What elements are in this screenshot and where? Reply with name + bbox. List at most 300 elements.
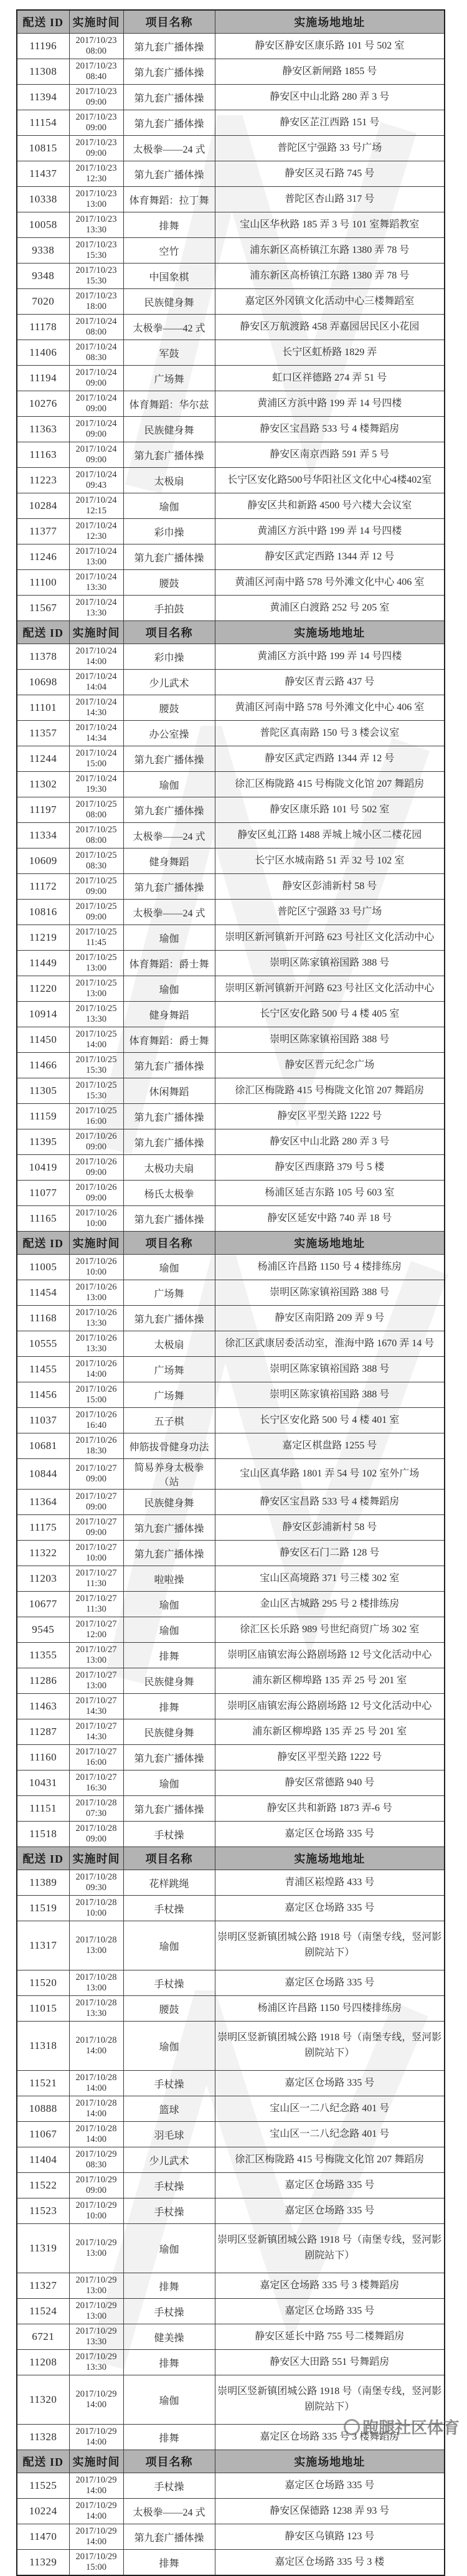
- venue-address-cell: 崇明区陈家镇裕国路 388 号: [215, 951, 445, 976]
- delivery-id-cell: 11194: [17, 366, 69, 391]
- time-cell: [69, 570, 123, 596]
- brand-watermark-text: 跑腿社区体育: [362, 2418, 460, 2437]
- delivery-id-cell: 11363: [17, 417, 69, 442]
- delivery-id-cell: 10058: [17, 212, 69, 238]
- time-cell: [69, 1053, 123, 1078]
- venue-address-cell: 静安区武定西路 1344 弄 12 号: [215, 544, 445, 570]
- time-text: 13:00: [85, 2311, 107, 2321]
- delivery-id-cell: 7020: [17, 289, 69, 315]
- table-row: [17, 1129, 445, 1155]
- venue-address-cell: 静安区大田路 551 号舞蹈房: [215, 2350, 445, 2375]
- time-text: 10:00: [85, 1267, 107, 1277]
- time-text: 13:00: [85, 557, 107, 567]
- project-name-cell: 瑜伽: [123, 976, 215, 1002]
- date-text: 2017/10/24: [75, 316, 117, 326]
- date-text: 2017/10/24: [75, 671, 117, 682]
- project-name-cell: 排舞: [123, 1694, 215, 1719]
- time-text: 08:00: [85, 835, 107, 845]
- time-text: 14:00: [85, 2109, 107, 2119]
- delivery-id-cell: 11163: [17, 442, 69, 468]
- date-text: 2017/10/23: [75, 239, 117, 250]
- date-text: 2017/10/24: [75, 341, 117, 352]
- time-text: 13:30: [85, 1344, 107, 1354]
- project-name-cell: 手杖操: [123, 1822, 215, 1847]
- table-row: [17, 1459, 445, 1490]
- time-cell: [69, 1078, 123, 1104]
- delivery-id-cell: 11437: [17, 161, 69, 187]
- time-cell: [69, 2198, 123, 2224]
- delivery-id-cell: 11302: [17, 772, 69, 797]
- table-row: [17, 721, 445, 746]
- time-cell: [69, 1280, 123, 1306]
- table-row: [17, 976, 445, 1002]
- date-text: 2017/10/28: [75, 2098, 117, 2108]
- table-row: [17, 1694, 445, 1719]
- delivery-id-cell: 11151: [17, 1796, 69, 1822]
- time-text: 13:30: [85, 582, 107, 592]
- time-text: 09:00: [85, 378, 107, 388]
- time-cell: [69, 1668, 123, 1694]
- project-name-cell: 瑜伽: [123, 925, 215, 951]
- date-text: 2017/10/23: [75, 163, 117, 173]
- table-row: [17, 1181, 445, 1206]
- date-text: 2017/10/29: [75, 2474, 117, 2485]
- time-cell: [69, 1745, 123, 1770]
- date-text: 2017/10/23: [75, 290, 117, 301]
- delivery-id-cell: 10555: [17, 1331, 69, 1357]
- project-name-cell: 军鼓: [123, 340, 215, 366]
- table-row: [17, 1053, 445, 1078]
- time-cell: [69, 2524, 123, 2550]
- delivery-id-cell: 11519: [17, 1896, 69, 1921]
- venue-address-cell: 静安区西康路 379 号 5 楼: [215, 1155, 445, 1181]
- project-name-cell: 太极拳——24 式: [123, 136, 215, 161]
- date-text: 2017/10/23: [75, 214, 117, 224]
- venue-address-cell: 静安区乌镇路 123 号: [215, 2524, 445, 2550]
- venue-address-cell: 徐汇区长乐路 989 号世纪商贸广场 302 室: [215, 1617, 445, 1643]
- delivery-id-cell: 11005: [17, 1255, 69, 1280]
- date-text: 2017/10/29: [75, 2174, 117, 2185]
- delivery-id-cell: 11567: [17, 596, 69, 621]
- delivery-id-cell: 11406: [17, 340, 69, 366]
- time-cell: [69, 366, 123, 391]
- project-name-cell: 广场舞: [123, 1280, 215, 1306]
- table-row: [17, 1719, 445, 1745]
- delivery-id-cell: 10419: [17, 1155, 69, 1181]
- venue-address-cell: 杨浦区许昌路 1150 号 4 楼排练房: [215, 1255, 445, 1280]
- delivery-id-cell: 11454: [17, 1280, 69, 1306]
- venue-address-cell: 浦东新区柳埠路 135 弄 25 号 201 室: [215, 1668, 445, 1694]
- venue-address-cell: 宝山区一二八纪念路 401 号: [215, 2096, 445, 2122]
- project-name-cell: 健身舞蹈: [123, 1002, 215, 1027]
- venue-address-cell: 普陀区杏山路 317 号: [215, 187, 445, 212]
- time-text: 13:00: [85, 1983, 107, 1993]
- table-row: [17, 1592, 445, 1617]
- venue-address-cell: 崇明区陈家镇裕国路 388 号: [215, 1280, 445, 1306]
- table-header-row: [17, 1847, 445, 1870]
- project-name-cell: 第九套广播体操: [123, 1104, 215, 1129]
- date-text: 2017/10/27: [75, 1772, 117, 1782]
- date-text: 2017/10/24: [75, 645, 117, 656]
- project-name-cell: 手杖操: [123, 2173, 215, 2198]
- time-text: 09:00: [85, 429, 107, 439]
- table-row: [17, 1027, 445, 1053]
- time-cell: [69, 2071, 123, 2096]
- venue-address-cell: 静安区宝昌路 533 号 4 楼舞蹈房: [215, 417, 445, 442]
- project-name-cell: 手杖操: [123, 2198, 215, 2224]
- column-header-delivery-id: 配送 ID: [17, 1232, 69, 1255]
- time-cell: [69, 1617, 123, 1643]
- date-text: 2017/10/24: [75, 597, 117, 607]
- table-row: [17, 544, 445, 570]
- date-text: 2017/10/23: [75, 35, 117, 45]
- time-cell: [69, 1592, 123, 1617]
- project-name-cell: 健美操: [123, 2324, 215, 2350]
- table-row: [17, 772, 445, 797]
- time-text: 09:00: [85, 912, 107, 922]
- delivery-id-cell: 11101: [17, 695, 69, 721]
- time-text: 08:00: [85, 810, 107, 820]
- delivery-id-cell: 11463: [17, 1694, 69, 1719]
- table-row: [17, 417, 445, 442]
- venue-address-cell: 黄浦区方浜中路 199 弄 14 号四楼: [215, 391, 445, 417]
- project-name-cell: 第九套广播体操: [123, 1206, 215, 1232]
- table-row: [17, 1668, 445, 1694]
- time-text: 14:00: [85, 657, 107, 667]
- date-text: 2017/10/26: [75, 1131, 117, 1141]
- delivery-id-cell: 10815: [17, 136, 69, 161]
- table-row: [17, 1490, 445, 1515]
- date-text: 2017/10/24: [75, 696, 117, 707]
- time-text: 09:00: [85, 97, 107, 107]
- time-cell: [69, 2350, 123, 2375]
- venue-address-cell: 静安区平型关路 1222 号: [215, 1104, 445, 1129]
- time-text: 15:30: [85, 1091, 107, 1101]
- delivery-id-cell: 11327: [17, 2273, 69, 2299]
- venue-address-cell: 崇明区竖新镇团城公路 1918 号（南堡专线，竖河影剧院站下）: [215, 1921, 445, 1970]
- date-text: 2017/10/29: [75, 2500, 117, 2511]
- table-row: [17, 925, 445, 951]
- venue-address-cell: 长宁区水城南路 51 弄 32 号 102 室: [215, 848, 445, 874]
- venue-address-cell: 崇明区新河镇新开河路 623 号社区文化活动中心: [215, 976, 445, 1002]
- time-cell: [69, 874, 123, 900]
- time-cell: [69, 1896, 123, 1921]
- column-header-project-name: 项目名称: [123, 1232, 215, 1255]
- venue-address-cell: 浦东新区柳埠路 135 弄 25 号 201 室: [215, 1719, 445, 1745]
- time-text: 12:15: [85, 506, 107, 516]
- project-name-cell: 第九套广播体操: [123, 1053, 215, 1078]
- venue-address-cell: 杨浦区延吉东路 105 号 603 室: [215, 1181, 445, 1206]
- time-text: 13:00: [85, 1655, 107, 1665]
- time-cell: [69, 2173, 123, 2198]
- delivery-id-cell: 11470: [17, 2524, 69, 2550]
- date-text: 2017/10/24: [75, 748, 117, 758]
- project-name-cell: 简易养身太极拳（站: [123, 1459, 215, 1490]
- venue-address-cell: 徐汇区武康居委活动室，淮海中路 1670 弄 14 号: [215, 1331, 445, 1357]
- column-header-project-name: 项目名称: [123, 2450, 215, 2473]
- table-row: [17, 1896, 445, 1921]
- venue-address-cell: 静安区万航渡路 458 弄嘉园居民区小花园: [215, 315, 445, 340]
- date-text: 2017/10/25: [75, 850, 117, 860]
- project-name-cell: 第九套广播体操: [123, 110, 215, 136]
- project-name-cell: 太极功夫扇: [123, 1155, 215, 1181]
- table-row: [17, 2524, 445, 2550]
- delivery-id-cell: 11172: [17, 874, 69, 900]
- project-name-cell: 彩巾操: [123, 519, 215, 544]
- project-name-cell: 瑜伽: [123, 1617, 215, 1643]
- table-row: [17, 1822, 445, 1847]
- time-text: 08:30: [85, 353, 107, 363]
- table-row: [17, 340, 445, 366]
- date-text: 2017/10/27: [75, 1567, 117, 1578]
- time-cell: [69, 1566, 123, 1592]
- time-text: 09:00: [85, 1502, 107, 1512]
- time-text: 13:00: [85, 989, 107, 999]
- table-row: [17, 442, 445, 468]
- time-cell: [69, 2473, 123, 2499]
- column-header-project-name: 项目名称: [123, 1847, 215, 1870]
- delivery-id-cell: 11389: [17, 1870, 69, 1896]
- time-text: 15:00: [85, 2562, 107, 2572]
- table-row: [17, 1515, 445, 1541]
- venue-address-cell: 崇明区庙镇宏海公路剧场路 12 号文化活动中心: [215, 1694, 445, 1719]
- table-header-row: [17, 1232, 445, 1255]
- time-cell: [69, 772, 123, 797]
- time-cell: [69, 544, 123, 570]
- time-text: 14:00: [85, 1040, 107, 1050]
- venue-address-cell: 静安区保德路 1238 弄 93 号: [215, 2499, 445, 2524]
- delivery-id-cell: 11320: [17, 2375, 69, 2425]
- project-name-cell: 民族健身舞: [123, 417, 215, 442]
- date-text: 2017/10/25: [75, 1054, 117, 1065]
- venue-address-cell: 静安区延长中路 755 号二楼舞蹈房: [215, 2324, 445, 2350]
- date-text: 2017/10/28: [75, 2035, 117, 2045]
- venue-address-cell: 静安区南阳路 209 弄 9 号: [215, 1306, 445, 1331]
- time-text: 13:30: [85, 225, 107, 235]
- table-row: [17, 2299, 445, 2324]
- project-name-cell: 空竹: [123, 238, 215, 264]
- table-row: [17, 2147, 445, 2173]
- delivery-id-cell: 11455: [17, 1357, 69, 1382]
- delivery-id-cell: 11450: [17, 1027, 69, 1053]
- project-name-cell: 第九套广播体操: [123, 1796, 215, 1822]
- project-name-cell: 瑜伽: [123, 493, 215, 519]
- time-text: 09:00: [85, 404, 107, 414]
- date-text: 2017/10/24: [75, 722, 117, 733]
- time-text: 14:00: [85, 1369, 107, 1379]
- venue-address-cell: 崇明区陈家镇裕国路 388 号: [215, 1027, 445, 1053]
- delivery-id-cell: 11322: [17, 1541, 69, 1566]
- time-text: 11:45: [86, 938, 106, 948]
- time-cell: [69, 2147, 123, 2173]
- date-text: 2017/10/23: [75, 265, 117, 275]
- delivery-id-cell: 10284: [17, 493, 69, 519]
- venue-address-cell: 嘉定区仓场路 335 号: [215, 1896, 445, 1921]
- time-cell: [69, 187, 123, 212]
- delivery-id-cell: 9348: [17, 264, 69, 289]
- project-name-cell: 太极拳——24 式: [123, 900, 215, 925]
- venue-address-cell: 嘉定区仓场路 335 号: [215, 2473, 445, 2499]
- delivery-id-cell: 10224: [17, 2499, 69, 2524]
- project-name-cell: 羽毛球: [123, 2122, 215, 2147]
- time-text: 14:00: [85, 2134, 107, 2144]
- table-row: [17, 2273, 445, 2299]
- time-text: 15:30: [85, 1065, 107, 1075]
- project-name-cell: 手杖操: [123, 1970, 215, 1996]
- project-name-cell: 第九套广播体操: [123, 544, 215, 570]
- date-text: 2017/10/24: [75, 392, 117, 403]
- time-text: 08:00: [85, 46, 107, 56]
- time-cell: [69, 161, 123, 187]
- project-name-cell: 广场舞: [123, 1357, 215, 1382]
- date-text: 2017/10/26: [75, 1182, 117, 1192]
- time-cell: [69, 442, 123, 468]
- time-text: 09:30: [85, 1883, 107, 1893]
- venue-address-cell: 黄浦区方浜中路 199 弄 14 号四楼: [215, 519, 445, 544]
- project-name-cell: 广场舞: [123, 366, 215, 391]
- time-cell: [69, 976, 123, 1002]
- venue-address-cell: 宝山区华秋路 185 弄 3 号 101 室舞蹈教室: [215, 212, 445, 238]
- delivery-id-cell: 11220: [17, 976, 69, 1002]
- date-text: 2017/10/24: [75, 495, 117, 505]
- venue-address-cell: 静安区南京西路 591 弄 5 号: [215, 442, 445, 468]
- column-header-venue-address: 实施场地地址: [215, 1232, 445, 1255]
- venue-address-cell: 静安区常德路 940 号: [215, 1770, 445, 1796]
- time-text: 14:00: [85, 2511, 107, 2521]
- time-cell: [69, 1382, 123, 1408]
- venue-address-cell: 静安区中山北路 280 弄 3 号: [215, 1129, 445, 1155]
- time-text: 19:30: [85, 784, 107, 794]
- date-text: 2017/10/27: [75, 1491, 117, 1501]
- time-cell: [69, 1996, 123, 2022]
- date-text: 2017/10/29: [75, 2300, 117, 2311]
- time-text: 10:00: [85, 1553, 107, 1563]
- delivery-id-cell: 11525: [17, 2473, 69, 2499]
- delivery-id-cell: 11364: [17, 1490, 69, 1515]
- table-row: [17, 110, 445, 136]
- venue-address-cell: 嘉定区棋盘路 1255 号: [215, 1433, 445, 1459]
- table-row: [17, 1306, 445, 1331]
- time-cell: [69, 2299, 123, 2324]
- table-row: [17, 1617, 445, 1643]
- delivery-id-cell: 11518: [17, 1822, 69, 1847]
- table-row: [17, 1104, 445, 1129]
- table-row: [17, 644, 445, 670]
- delivery-id-cell: 9545: [17, 1617, 69, 1643]
- delivery-id-cell: 11154: [17, 110, 69, 136]
- venue-address-cell: 嘉定区仓场路 335 号 3 楼舞蹈房: [215, 2273, 445, 2299]
- table-row: [17, 1155, 445, 1181]
- table-row: [17, 874, 445, 900]
- time-cell: [69, 2499, 123, 2524]
- date-text: 2017/10/25: [75, 926, 117, 937]
- time-cell: [69, 1822, 123, 1847]
- date-text: 2017/10/25: [75, 824, 117, 835]
- project-name-cell: 瑜伽: [123, 2022, 215, 2071]
- venue-address-cell: 静安区平型关路 1222 号: [215, 1745, 445, 1770]
- project-name-cell: 篮球: [123, 2096, 215, 2122]
- date-text: 2017/10/27: [75, 1746, 117, 1757]
- table-row: [17, 1970, 445, 1996]
- time-text: 13:30: [85, 608, 107, 618]
- project-name-cell: 瑜伽: [123, 2224, 215, 2273]
- date-text: 2017/10/27: [75, 1516, 117, 1527]
- venue-address-cell: 长宁区安化路 500 号 4 楼 405 室: [215, 1002, 445, 1027]
- time-text: 12:30: [85, 531, 107, 541]
- column-header-delivery-id: 配送 ID: [17, 10, 69, 34]
- column-header-project-name: 项目名称: [123, 621, 215, 644]
- date-text: 2017/10/24: [75, 469, 117, 480]
- time-text: 14:00: [85, 2486, 107, 2496]
- project-name-cell: 腰鼓: [123, 1996, 215, 2022]
- project-name-cell: 第九套广播体操: [123, 161, 215, 187]
- delivery-id-cell: 11318: [17, 2022, 69, 2071]
- venue-address-cell: 静安区虬江路 1488 弄城上城小区二楼花园: [215, 823, 445, 848]
- table-row: [17, 136, 445, 161]
- time-text: 09:00: [85, 455, 107, 465]
- time-cell: [69, 1694, 123, 1719]
- venue-address-cell: 普陀区真南路 150 号 3 楼会议室: [215, 721, 445, 746]
- time-text: 18:30: [85, 1446, 107, 1456]
- column-header-delivery-id: 配送 ID: [17, 621, 69, 644]
- time-text: 12:30: [85, 174, 107, 184]
- time-cell: [69, 2273, 123, 2299]
- table-row: [17, 264, 445, 289]
- schedule-table-body: [17, 10, 445, 2575]
- column-header-project-name: 项目名称: [123, 10, 215, 34]
- time-cell: [69, 1027, 123, 1053]
- time-text: 09:00: [85, 1167, 107, 1177]
- time-cell: [69, 468, 123, 493]
- project-name-cell: 五子棋: [123, 1408, 215, 1433]
- delivery-id-cell: 11287: [17, 1719, 69, 1745]
- delivery-id-cell: 11197: [17, 797, 69, 823]
- table-row: [17, 2198, 445, 2224]
- time-cell: [69, 238, 123, 264]
- date-text: 2017/10/29: [75, 2274, 117, 2285]
- venue-address-cell: 静安区彭浦新村 58 号: [215, 874, 445, 900]
- date-text: 2017/10/23: [75, 60, 117, 71]
- venue-address-cell: 嘉定区仓场路 335 号 3 楼舞蹈房: [215, 2425, 445, 2450]
- venue-address-cell: 崇明区陈家镇裕国路 388 号: [215, 1357, 445, 1382]
- time-text: 13:30: [85, 2362, 107, 2372]
- project-name-cell: 伸筋拔骨健身功法: [123, 1433, 215, 1459]
- project-name-cell: 排舞: [123, 2350, 215, 2375]
- time-text: 11:30: [86, 1579, 106, 1589]
- time-cell: [69, 1770, 123, 1796]
- venue-address-cell: 崇明区陈家镇裕国路 388 号: [215, 1382, 445, 1408]
- venue-address-cell: 嘉定区仓场路 335 号: [215, 2299, 445, 2324]
- time-cell: [69, 1921, 123, 1970]
- project-name-cell: 瑜伽: [123, 2375, 215, 2425]
- time-text: 09:00: [85, 1834, 107, 1844]
- table-row: [17, 1382, 445, 1408]
- time-cell: [69, 900, 123, 925]
- time-cell: [69, 721, 123, 746]
- date-text: 2017/10/26: [75, 1358, 117, 1369]
- venue-address-cell: 宝山区真华路 1801 弄 54 号 102 室外广场: [215, 1459, 445, 1490]
- table-row: [17, 2173, 445, 2198]
- time-cell: [69, 2224, 123, 2273]
- date-text: 2017/10/28: [75, 1897, 117, 1908]
- date-text: 2017/10/23: [75, 137, 117, 148]
- delivery-id-cell: 10888: [17, 2096, 69, 2122]
- delivery-id-cell: 11208: [17, 2350, 69, 2375]
- time-text: 09:00: [85, 1528, 107, 1538]
- delivery-id-cell: 11286: [17, 1668, 69, 1694]
- time-text: 16:30: [85, 1783, 107, 1793]
- venue-address-cell: 静安区新闸路 1855 号: [215, 59, 445, 85]
